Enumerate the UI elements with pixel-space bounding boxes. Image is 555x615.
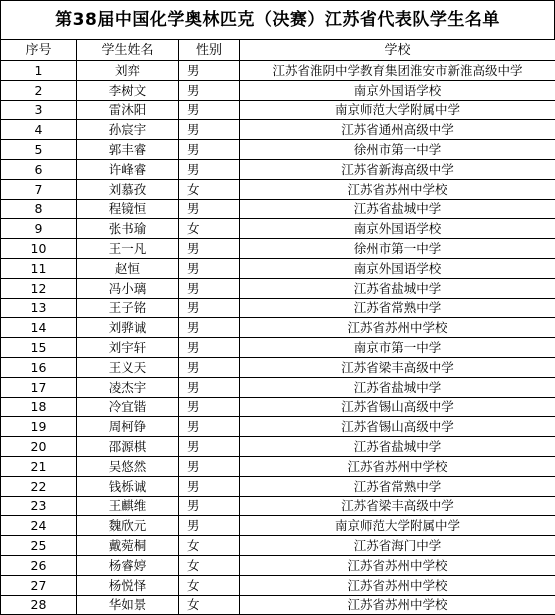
gender: 男 (179, 298, 240, 318)
student-name: 钱栎诚 (77, 476, 179, 496)
table-row (1, 258, 555, 278)
gender: 男 (179, 61, 240, 81)
school: 江苏省常熟中学 (240, 476, 555, 496)
header-number: 序号 (1, 40, 77, 61)
school: 江苏省盐城中学 (240, 377, 555, 397)
gender: 男 (179, 377, 240, 397)
table-row (1, 298, 555, 318)
row-number: 17 (1, 377, 77, 397)
row-number: 12 (1, 278, 77, 298)
document-title: 第38届中国化学奥林匹克（决赛）江苏省代表队学生名单 (0, 0, 555, 39)
student-name: 李树文 (77, 80, 179, 100)
school: 江苏省梁丰高级中学 (240, 357, 555, 377)
gender: 男 (179, 318, 240, 338)
table-row (1, 199, 555, 219)
table-row (1, 377, 555, 397)
row-number: 18 (1, 397, 77, 417)
gender: 男 (179, 338, 240, 358)
gender: 男 (179, 456, 240, 476)
row-number: 5 (1, 140, 77, 160)
row-number: 4 (1, 120, 77, 140)
table-row (1, 219, 555, 239)
student-name: 郭丰睿 (77, 140, 179, 160)
gender: 男 (179, 80, 240, 100)
table-row (1, 338, 555, 358)
gender: 男 (179, 397, 240, 417)
school: 江苏省苏州中学校 (240, 318, 555, 338)
student-name: 王一凡 (77, 239, 179, 259)
gender: 女 (179, 179, 240, 199)
student-name: 刘弈 (77, 61, 179, 81)
student-name: 戴菀桐 (77, 536, 179, 556)
header-row (1, 40, 555, 61)
table-row (1, 61, 555, 81)
gender: 女 (179, 219, 240, 239)
table-row (1, 357, 555, 377)
table-row (1, 476, 555, 496)
student-name: 赵恒 (77, 258, 179, 278)
table-row (1, 575, 555, 595)
gender: 男 (179, 120, 240, 140)
table-row (1, 397, 555, 417)
student-name: 冷宜锴 (77, 397, 179, 417)
table-row (1, 278, 555, 298)
school: 江苏省盐城中学 (240, 278, 555, 298)
school: 江苏省海门中学 (240, 536, 555, 556)
student-name: 杨悦怿 (77, 575, 179, 595)
table-row (1, 536, 555, 556)
table-row (1, 179, 555, 199)
header-gender: 性别 (179, 40, 240, 61)
gender: 男 (179, 199, 240, 219)
table-row (1, 437, 555, 457)
student-name: 杨睿婷 (77, 555, 179, 575)
school: 江苏省锡山高级中学 (240, 397, 555, 417)
school: 江苏省盐城中学 (240, 437, 555, 457)
student-name: 刘骅诚 (77, 318, 179, 338)
school: 江苏省梁丰高级中学 (240, 496, 555, 516)
table-row (1, 120, 555, 140)
school: 南京外国语学校 (240, 80, 555, 100)
table-row (1, 239, 555, 259)
row-number: 27 (1, 575, 77, 595)
school: 江苏省苏州中学校 (240, 179, 555, 199)
row-number: 10 (1, 239, 77, 259)
gender: 男 (179, 496, 240, 516)
student-name: 孙宸宇 (77, 120, 179, 140)
gender: 女 (179, 555, 240, 575)
gender: 男 (179, 476, 240, 496)
student-name: 刘慕孜 (77, 179, 179, 199)
school: 江苏省淮阴中学教育集团淮安市新淮高级中学 (240, 61, 555, 81)
table-row (1, 555, 555, 575)
school: 江苏省通州高级中学 (240, 120, 555, 140)
student-name: 刘宇轩 (77, 338, 179, 358)
table-row (1, 496, 555, 516)
school: 徐州市第一中学 (240, 239, 555, 259)
gender: 男 (179, 417, 240, 437)
gender: 女 (179, 536, 240, 556)
row-number: 24 (1, 516, 77, 536)
gender: 男 (179, 140, 240, 160)
row-number: 25 (1, 536, 77, 556)
row-number: 7 (1, 179, 77, 199)
gender: 男 (179, 258, 240, 278)
row-number: 11 (1, 258, 77, 278)
gender: 男 (179, 239, 240, 259)
row-number: 21 (1, 456, 77, 476)
school: 江苏省苏州中学校 (240, 575, 555, 595)
row-number: 14 (1, 318, 77, 338)
school: 南京师范大学附属中学 (240, 100, 555, 120)
school: 江苏省盐城中学 (240, 199, 555, 219)
row-number: 26 (1, 555, 77, 575)
gender: 男 (179, 437, 240, 457)
table-row (1, 159, 555, 179)
student-name: 雷沐阳 (77, 100, 179, 120)
row-number: 1 (1, 61, 77, 81)
student-name: 王子铭 (77, 298, 179, 318)
gender: 女 (179, 595, 240, 615)
gender: 男 (179, 278, 240, 298)
gender: 男 (179, 100, 240, 120)
row-number: 8 (1, 199, 77, 219)
school: 江苏省锡山高级中学 (240, 417, 555, 437)
table-row (1, 318, 555, 338)
school: 江苏省苏州中学校 (240, 555, 555, 575)
student-name: 邵源棋 (77, 437, 179, 457)
school: 江苏省苏州中学校 (240, 595, 555, 615)
gender: 男 (179, 516, 240, 536)
row-number: 15 (1, 338, 77, 358)
row-number: 23 (1, 496, 77, 516)
school: 南京外国语学校 (240, 219, 555, 239)
row-number: 9 (1, 219, 77, 239)
student-name: 吴悠然 (77, 456, 179, 476)
school: 江苏省常熟中学 (240, 298, 555, 318)
row-number: 22 (1, 476, 77, 496)
school: 江苏省苏州中学校 (240, 456, 555, 476)
table-row (1, 417, 555, 437)
row-number: 3 (1, 100, 77, 120)
school: 南京市第一中学 (240, 338, 555, 358)
gender: 女 (179, 575, 240, 595)
row-number: 13 (1, 298, 77, 318)
row-number: 19 (1, 417, 77, 437)
student-name: 冯小璃 (77, 278, 179, 298)
row-number: 2 (1, 80, 77, 100)
student-name: 魏欣元 (77, 516, 179, 536)
student-name: 程镜恒 (77, 199, 179, 219)
table-row (1, 100, 555, 120)
school: 徐州市第一中学 (240, 140, 555, 160)
gender: 男 (179, 357, 240, 377)
gender: 男 (179, 159, 240, 179)
student-name: 许峰睿 (77, 159, 179, 179)
table-row (1, 80, 555, 100)
table-row (1, 456, 555, 476)
school: 南京师范大学附属中学 (240, 516, 555, 536)
table-row (1, 140, 555, 160)
student-name: 王麒维 (77, 496, 179, 516)
student-name: 张书瑜 (77, 219, 179, 239)
header-student-name: 学生姓名 (77, 40, 179, 61)
student-name: 王义天 (77, 357, 179, 377)
row-number: 16 (1, 357, 77, 377)
table-row (1, 516, 555, 536)
school: 南京外国语学校 (240, 258, 555, 278)
row-number: 20 (1, 437, 77, 457)
table-row (1, 595, 555, 615)
student-name: 周柯铮 (77, 417, 179, 437)
header-school: 学校 (240, 40, 555, 61)
student-list-table (0, 39, 555, 615)
student-name: 华如景 (77, 595, 179, 615)
student-name: 凌杰宇 (77, 377, 179, 397)
row-number: 28 (1, 595, 77, 615)
row-number: 6 (1, 159, 77, 179)
school: 江苏省新海高级中学 (240, 159, 555, 179)
